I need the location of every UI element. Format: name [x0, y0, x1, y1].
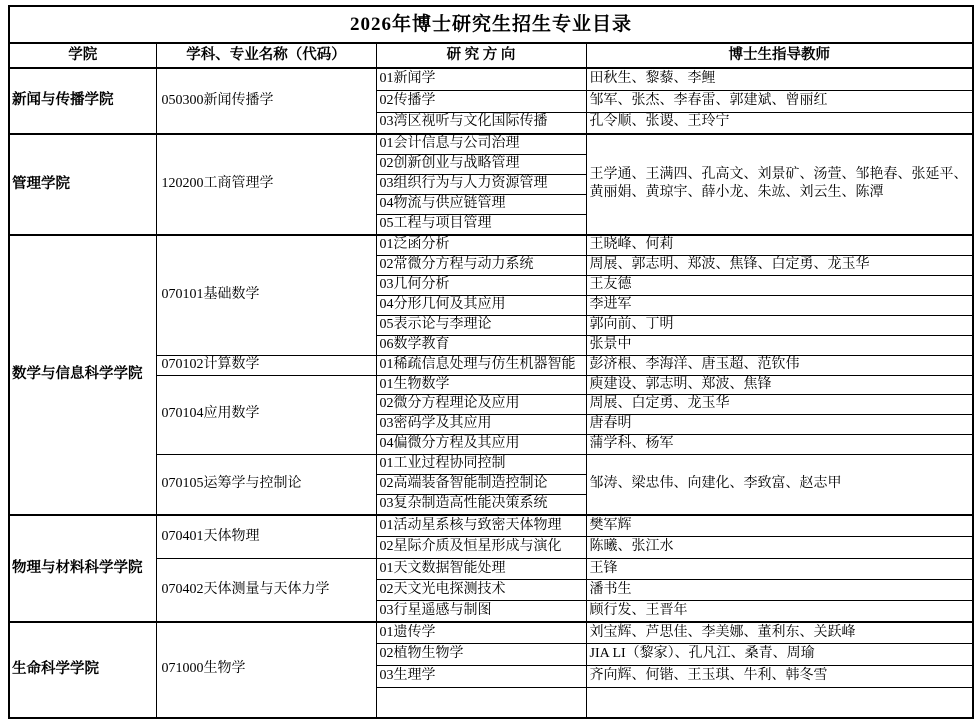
advisors-cell: 庾建设、郭志明、郑波、焦锋 — [586, 375, 973, 395]
direction-cell: 03湾区视听与文化国际传播 — [376, 112, 586, 134]
direction-cell — [376, 688, 586, 718]
advisors-cell — [586, 688, 973, 718]
direction-cell: 02传播学 — [376, 90, 586, 112]
advisors-cell: 孔令顺、张谡、王玲宁 — [586, 112, 973, 134]
admissions-catalog-table — [8, 5, 974, 719]
advisors-cell: 唐春明 — [586, 415, 973, 435]
direction-cell: 01生物数学 — [376, 375, 586, 395]
major-cell: 070104应用数学 — [156, 375, 376, 455]
page-title: 2026年博士研究生招生专业目录 — [9, 6, 973, 43]
major-cell: 070102计算数学 — [156, 355, 376, 375]
major-cell: 050300新闻传播学 — [156, 68, 376, 134]
direction-cell: 05表示论与李理论 — [376, 315, 586, 335]
advisors-cell: 邹涛、梁忠伟、向建化、李致富、赵志甲 — [586, 455, 973, 515]
major-cell: 070101基础数学 — [156, 235, 376, 355]
college-cell: 物理与材料科学学院 — [9, 515, 156, 622]
direction-cell: 04分形几何及其应用 — [376, 295, 586, 315]
direction-cell: 05工程与项目管理 — [376, 214, 586, 234]
direction-cell: 02星际介质及恒星形成与演化 — [376, 537, 586, 559]
direction-cell: 03几何分析 — [376, 275, 586, 295]
advisors-cell: 邹军、张杰、李春雷、郭建斌、曾丽红 — [586, 90, 973, 112]
direction-cell: 01工业过程协同控制 — [376, 455, 586, 475]
table-row — [9, 68, 973, 90]
advisors-cell: 樊军辉 — [586, 515, 973, 537]
direction-cell: 01活动星系核与致密天体物理 — [376, 515, 586, 537]
major-cell: 071000生物学 — [156, 622, 376, 718]
direction-cell: 02高端装备智能制造控制论 — [376, 475, 586, 495]
col-header-college: 学院 — [9, 43, 156, 68]
advisors-cell: 王晓峰、何莉 — [586, 235, 973, 255]
college-cell: 生命科学学院 — [9, 622, 156, 718]
advisors-cell: JIA LI（黎家）、孔凡江、桑青、周瑜 — [586, 644, 973, 666]
table-row — [9, 515, 973, 537]
direction-cell: 02创新创业与战略管理 — [376, 154, 586, 174]
advisors-cell: 周展、郭志明、郑波、焦锋、白定勇、龙玉华 — [586, 255, 973, 275]
direction-cell: 02常微分方程与动力系统 — [376, 255, 586, 275]
direction-cell: 02植物生物学 — [376, 644, 586, 666]
advisors-cell: 刘宝辉、芦思佳、李美娜、董利东、关跃峰 — [586, 622, 973, 644]
col-header-major: 学科、专业名称（代码） — [156, 43, 376, 68]
college-cell: 管理学院 — [9, 134, 156, 235]
major-cell: 120200工商管理学 — [156, 134, 376, 235]
direction-cell: 04物流与供应链管理 — [376, 194, 586, 214]
advisors-cell: 王学通、王满四、孔高文、刘景矿、汤萱、邹艳春、张延平、黄丽娟、黄琼宇、薛小龙、朱竑、刘云生、陈潭 — [586, 134, 973, 235]
advisors-cell: 李进军 — [586, 295, 973, 315]
direction-cell: 03组织行为与人力资源管理 — [376, 174, 586, 194]
advisors-cell: 蒲学科、杨军 — [586, 435, 973, 455]
direction-cell: 03生理学 — [376, 666, 586, 688]
direction-cell: 01遗传学 — [376, 622, 586, 644]
major-cell: 070401天体物理 — [156, 515, 376, 559]
major-cell: 070402天体测量与天体力学 — [156, 559, 376, 622]
advisors-cell: 王友德 — [586, 275, 973, 295]
col-header-advisors: 博士生指导教师 — [586, 43, 973, 68]
col-header-direction: 研 究 方 向 — [376, 43, 586, 68]
advisors-cell: 王锋 — [586, 559, 973, 580]
header-row — [9, 43, 973, 68]
advisors-cell: 张景中 — [586, 335, 973, 355]
title-row — [9, 6, 973, 43]
direction-cell: 03行星遥感与制图 — [376, 601, 586, 622]
advisors-cell: 周展、白定勇、龙玉华 — [586, 395, 973, 415]
direction-cell: 06数学教育 — [376, 335, 586, 355]
direction-cell: 03复杂制造高性能决策系统 — [376, 494, 586, 514]
advisors-cell: 潘书生 — [586, 580, 973, 601]
direction-cell: 01新闻学 — [376, 68, 586, 90]
direction-cell: 04偏微分方程及其应用 — [376, 435, 586, 455]
table-row — [9, 235, 973, 255]
direction-cell: 02微分方程理论及应用 — [376, 395, 586, 415]
direction-cell: 01稀疏信息处理与仿生机器智能 — [376, 355, 586, 375]
college-cell: 新闻与传播学院 — [9, 68, 156, 134]
advisors-cell: 郭向前、丁明 — [586, 315, 973, 335]
major-cell: 070105运筹学与控制论 — [156, 455, 376, 515]
advisors-cell: 彭济根、李海洋、唐玉超、范钦伟 — [586, 355, 973, 375]
direction-cell: 01会计信息与公司治理 — [376, 134, 586, 154]
college-cell: 数学与信息科学学院 — [9, 235, 156, 515]
advisors-cell: 田秋生、黎藜、李鲤 — [586, 68, 973, 90]
direction-cell: 03密码学及其应用 — [376, 415, 586, 435]
table-row — [9, 622, 973, 644]
advisors-cell: 陈曦、张江水 — [586, 537, 973, 559]
direction-cell: 01泛函分析 — [376, 235, 586, 255]
advisors-cell: 顾行发、王晋年 — [586, 601, 973, 622]
direction-cell: 01天文数据智能处理 — [376, 559, 586, 580]
advisors-cell: 齐向辉、何锴、王玉琪、牛利、韩冬雪 — [586, 666, 973, 688]
table-row — [9, 134, 973, 154]
direction-cell: 02天文光电探测技术 — [376, 580, 586, 601]
